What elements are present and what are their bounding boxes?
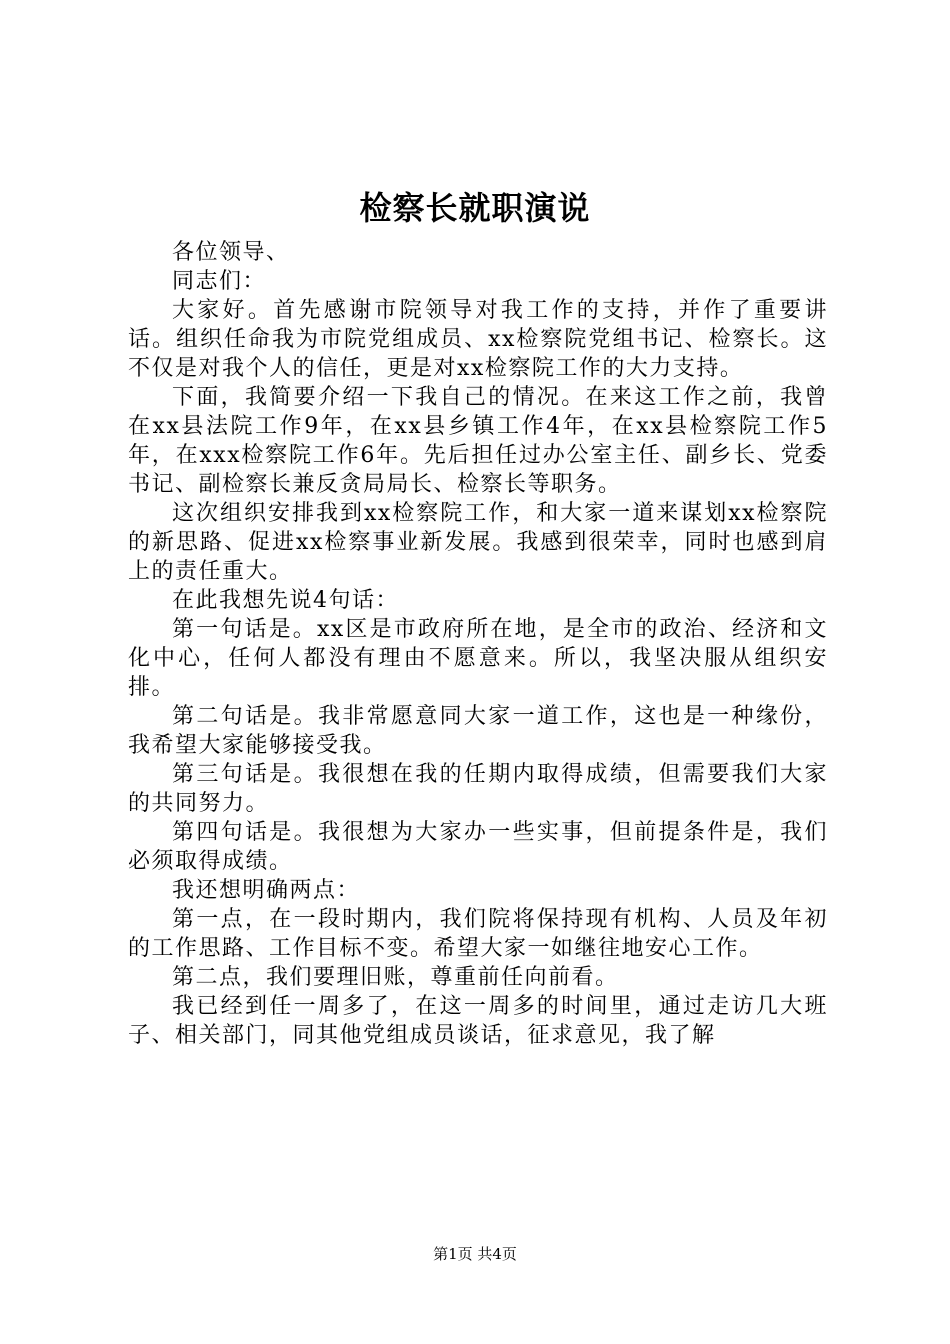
paragraph-four-points-intro: 在此我想先说4句话： [172, 588, 399, 613]
paragraph-clarification-one: 第一点，在一段时期内，我们院将保持现有机构、人员及年初的工作思路、工作目标不变。希望大家一如继往地安心工作。 [128, 907, 828, 961]
paragraph-point-two: 第二句话是。我非常愿意同大家一道工作，这也是一种缘份，我希望大家能够接受我。 [128, 704, 828, 758]
paragraph-point-one: 第一句话是。xx区是市政府所在地，是全市的政治、经济和文化中心，任何人都没有理由不愿意来。所以，我坚决服从组织安排。 [128, 617, 828, 700]
page-number-footer: 第1页 共4页 [433, 1245, 517, 1263]
paragraph-responsibility: 这次组织安排我到xx检察院工作，和大家一道来谋划xx检察院的新思路、促进xx检察事业新发展。我感到很荣幸，同时也感到肩上的责任重大。 [128, 501, 828, 584]
document-title: 检察长就职演说 [359, 189, 591, 227]
paragraph-two-clarifications-intro: 我还想明确两点： [172, 878, 361, 903]
paragraph-point-three: 第三句话是。我很想在我的任期内取得成绩，但需要我们大家的共同努力。 [128, 762, 828, 816]
document-body [128, 238, 828, 1050]
paragraph-self-introduction: 下面，我简要介绍一下我自己的情况。在来这工作之前，我曾在xx县法院工作9年，在xx县乡镇工作4年，在xx县检察院工作5年，在xxx检察院工作6年。先后担任过办公室主任、副乡长、党委书记、副检察长兼反贪局局长、检察长等职务。 [128, 385, 828, 497]
paragraph-greeting: 大家好。首先感谢市院领导对我工作的支持，并作了重要讲话。组织任命我为市院党组成员、xx检察院党组书记、检察长。这不仅是对我个人的信任，更是对xx检察院工作的大力支持。 [128, 298, 828, 381]
salutation-comrades: 同志们： [172, 269, 267, 294]
paragraph-first-week: 我已经到任一周多了，在这一周多的时间里，通过走访几大班子、相关部门，同其他党组成员谈话，征求意见，我了解 [128, 994, 828, 1048]
salutation-leaders: 各位领导、 [172, 240, 290, 265]
paragraph-point-four: 第四句话是。我很想为大家办一些实事，但前提条件是，我们必须取得成绩。 [128, 820, 828, 874]
paragraph-clarification-two: 第二点，我们要理旧账，尊重前任向前看。 [172, 965, 619, 990]
